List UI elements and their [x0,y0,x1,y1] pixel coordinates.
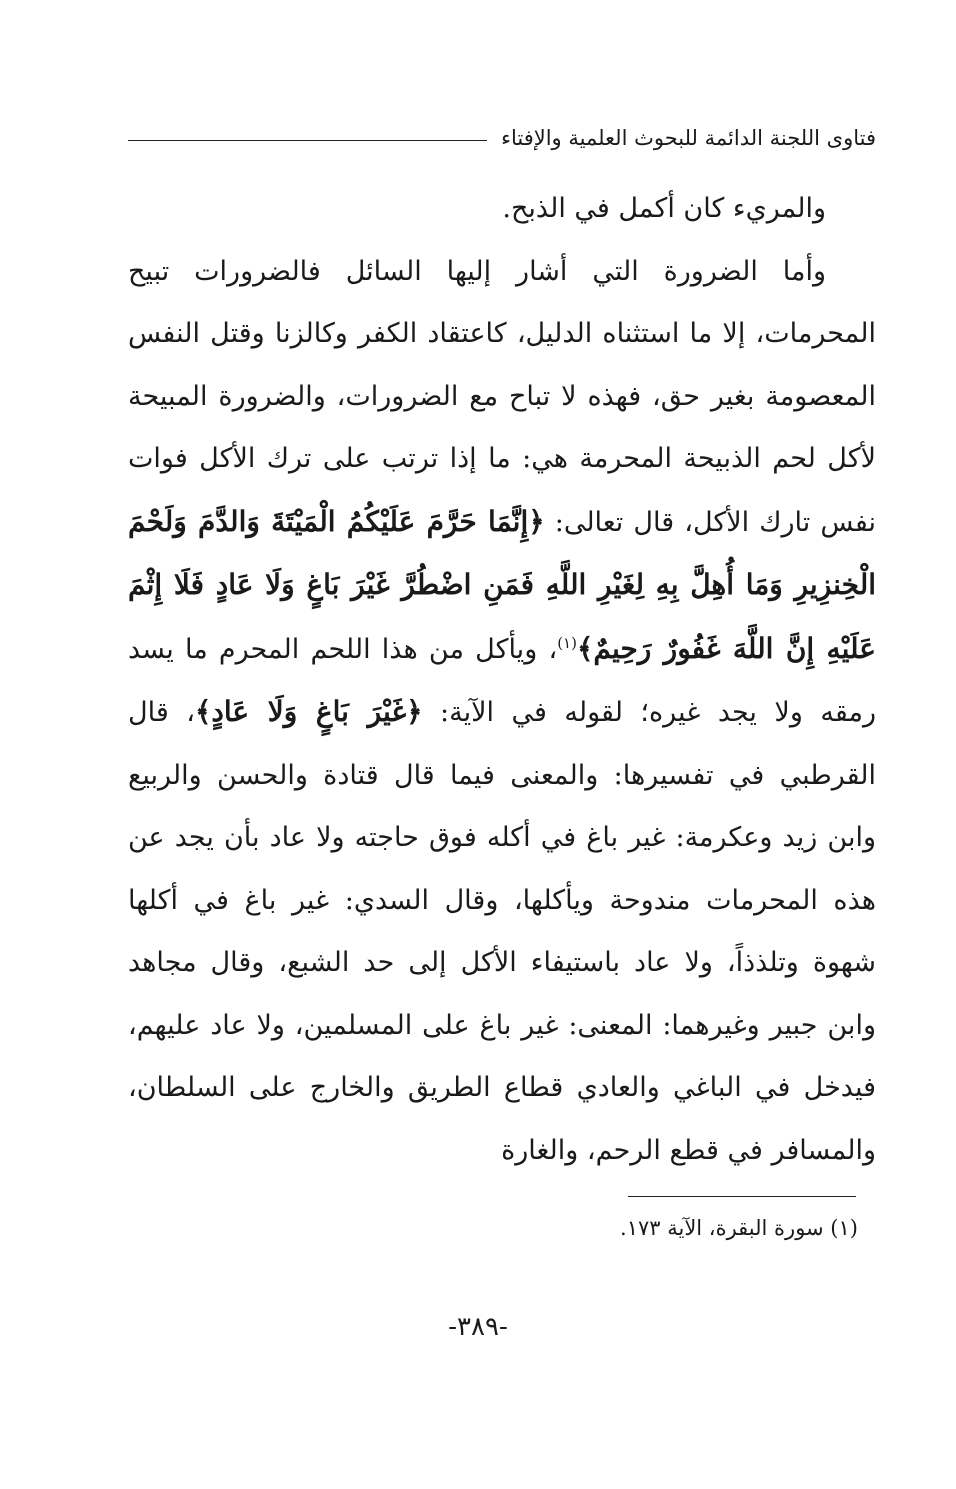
paragraph-2-text-b: ، ويأكل من هذا اللحم المحرم ما يسد رمقه ولا يجد غيره؛ لقوله في الآية: [128,633,876,728]
quran-verse-2: ﴿غَيْرَ بَاغٍ وَلَا عَادٍ﴾ [194,695,423,728]
header-title: فتاوى اللجنة الدائمة للبحوث العلمية والإفتاء [501,126,876,150]
header-rule [128,140,487,141]
page-number: -٣٨٩- [448,1312,508,1342]
running-header [128,118,876,158]
paragraph-2 [128,241,876,1183]
footnote-divider [628,1196,856,1197]
footnote: (١) سورة البقرة، الآية ١٧٣. [620,1216,858,1240]
paragraph-2-text-a: وأما الضرورة التي أشار إليها السائل فالضرورات تبيح المحرمات، إلا ما استثناه الدليل، كاعتقاد الكفر وكالزنا وقتل النفس المعصومة بغير حق، فهذه لا تباح مع الضرورات، والضرورة المبيحة لأكل لحم الذبيحة المحرمة هي: ما إذا ترتب على ترك الأكل فوات نفس تارك الأكل، قال تعالى: [128,255,876,538]
paragraph-1: والمريء كان أكمل في الذبح. [502,193,826,224]
footnote-reference: (١) [557,633,577,652]
body-text [128,178,876,1182]
quran-verse-1: ﴿إِنَّمَا حَرَّمَ عَلَيْكُمُ الْمَيْتَةَ وَالدَّمَ وَلَحْمَ الْخِنزِيرِ وَمَا أُهِلَّ بِهِ لِغَيْرِ اللَّهِ فَمَنِ اضْطُرَّ غَيْرَ بَاغٍ وَلَا عَادٍ فَلَا إِثْمَ عَلَيْهِ إِنَّ اللَّهَ غَفُورٌ رَحِيمٌ﴾ [128,504,876,665]
paragraph-2-text-c: ، قال القرطبي في تفسيرها: والمعنى فيما قال قتادة والحسن والربيع وابن زيد وعكرمة: غير باغ في أكله فوق حاجته ولا عاد بأن يجد عن هذه المحرمات مندوحة ويأكلها، وقال السدي: غير باغ في أكلها شهوة وتلذذاً، ولا عاد باستيفاء الأكل إلى حد الشبع، وقال مجاهد وابن جبير وغيرهما: المعنى: غير باغ على المسلمين، ولا عاد عليهم، فيدخل في الباغي والعادي قطاع الطريق والخارج على السلطان، والمسافر في قطع الرحم، والغارة [128,697,876,1166]
